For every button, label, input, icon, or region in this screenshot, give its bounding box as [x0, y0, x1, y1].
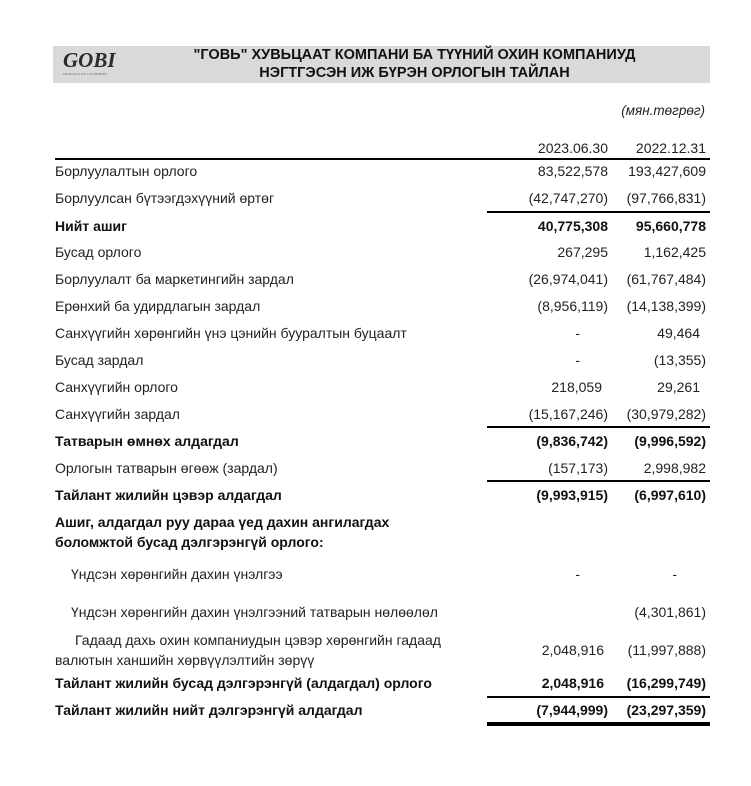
- row-other-comprehensive: [55, 673, 710, 693]
- row-selling-marketing: [55, 269, 710, 289]
- row-label: Нийт ашиг: [55, 218, 127, 234]
- value-2023: -: [575, 352, 580, 368]
- value-2023: 2,048,916: [541, 675, 604, 691]
- subtotal-rule: [487, 211, 710, 213]
- row-label: Ерөнхий ба удирдлагын зардал: [55, 298, 261, 314]
- row-label: Санхүүгийн хөрөнгийн үнэ цэнийн бууралтын буцаалт: [55, 325, 407, 341]
- row-label: Тайлант жилийн бусад дэлгэрэнгүй (алдагдал) орлого: [55, 675, 432, 691]
- value-2022: (23,297,359): [626, 702, 706, 718]
- row-label: Үндсэн хөрөнгийн дахин үнэлгээ: [71, 566, 283, 582]
- subtotal-rule: [487, 480, 710, 482]
- value-2023: 40,775,308: [537, 218, 608, 234]
- row-impairment-reversal: [55, 323, 710, 343]
- row-label: Татварын өмнөх алдагдал: [55, 433, 239, 449]
- value-2022: -: [672, 566, 677, 582]
- value-2022: (9,996,592): [634, 433, 706, 449]
- row-label-line-2: валютын ханшийн хөрвүүлэлтийн зөрүү: [55, 652, 315, 668]
- row-label: Борлуулсан бүтээгдэхүүний өртөг: [55, 190, 275, 206]
- row-label-line-2: боломжтой бусад дэлгэрэнгүй орлого:: [55, 534, 324, 550]
- row-label: Санхүүгийн зардал: [55, 406, 180, 422]
- column-header-2023: 2023.06.30: [537, 140, 608, 156]
- value-2023: (9,993,915): [536, 487, 608, 503]
- row-label: [55, 630, 441, 670]
- value-2023: (9,836,742): [536, 433, 608, 449]
- value-2022: 1,162,425: [643, 244, 706, 260]
- subtotal-rule: [487, 696, 710, 698]
- value-2023: 83,522,578: [537, 163, 608, 179]
- row-label: Борлуулалт ба маркетингийн зардал: [55, 271, 294, 287]
- row-revaluation: [55, 564, 710, 584]
- value-2022: (16,299,749): [626, 675, 706, 691]
- value-2023: -: [575, 325, 580, 341]
- row-label: Тайлант жилийн нийт дэлгэрэнгүй алдагдал: [55, 702, 363, 718]
- value-2022: (11,997,888): [627, 642, 706, 658]
- value-2023: 2,048,916: [541, 642, 604, 658]
- currency-unit: (мян.төгрөг): [621, 103, 705, 118]
- value-2022: 95,660,778: [635, 218, 706, 234]
- logo-subtitle: MONGOLIAN CASHMERE: [63, 72, 108, 76]
- value-2022: 193,427,609: [628, 163, 706, 179]
- value-2023: 267,295: [557, 244, 608, 260]
- row-label: Борлуулалтын орлого: [55, 163, 198, 179]
- value-2022: (97,766,831): [626, 190, 706, 206]
- row-revaluation-tax-effect: [55, 602, 710, 622]
- value-2023: 218,059: [551, 379, 602, 395]
- value-2022: 49,464: [657, 325, 700, 341]
- row-net-loss: [55, 485, 710, 505]
- row-label-line-1: Ашиг, алдагдал руу дараа үед дахин ангилагдах: [55, 514, 390, 530]
- row-gross-profit: [55, 216, 710, 236]
- value-2022: 2,998,982: [643, 460, 706, 476]
- row-income-tax: [55, 458, 710, 478]
- row-general-admin: [55, 296, 710, 316]
- value-2022: 29,261: [657, 379, 700, 395]
- row-label: Бусад орлого: [55, 244, 142, 260]
- value-2022: (6,997,610): [634, 487, 706, 503]
- report-title: [53, 47, 710, 82]
- title-line-1: "ГОВЬ" ХУВЬЦААТ КОМПАНИ БА ТҮҮНИЙ ОХИН КОМПАНИУД: [193, 47, 636, 63]
- row-label: Тайлант жилийн цэвэр алдагдал: [55, 487, 282, 503]
- row-loss-before-tax: [55, 431, 710, 451]
- subtotal-rule: [487, 426, 710, 428]
- value-2023: (8,956,119): [537, 298, 608, 314]
- value-2023: (7,944,999): [536, 702, 608, 718]
- row-total-comprehensive-loss: [55, 700, 710, 720]
- value-2023: -: [575, 566, 580, 582]
- report-header: [53, 46, 710, 83]
- value-2023: (42,747,270): [528, 190, 608, 206]
- value-2023: (26,974,041): [528, 271, 608, 287]
- row-finance-income: [55, 377, 710, 397]
- total-double-rule: [487, 722, 710, 726]
- value-2022: (13,355): [653, 352, 706, 368]
- row-finance-cost: [55, 404, 710, 424]
- row-cost-of-sales: [55, 188, 710, 208]
- value-2023: (15,167,246): [528, 406, 608, 422]
- row-label: Үндсэн хөрөнгийн дахин үнэлгээний татварын нөлөөлөл: [71, 604, 438, 620]
- row-revenue: [55, 161, 710, 181]
- value-2022: (30,979,282): [626, 406, 706, 422]
- value-2022: (4,301,861): [634, 604, 706, 620]
- row-other-income: [55, 242, 710, 262]
- row-oci-section-heading: [55, 512, 710, 552]
- header-rule: [55, 158, 710, 160]
- logo-text: GOBI: [63, 48, 116, 72]
- column-header-2022: 2022.12.31: [635, 140, 706, 156]
- row-label: Орлогын татварын өгөөж (зардал): [55, 460, 278, 476]
- row-fx-translation: [55, 630, 710, 670]
- row-other-expense: [55, 350, 710, 370]
- value-2022: (61,767,484): [626, 271, 706, 287]
- row-label: Бусад зардал: [55, 352, 144, 368]
- value-2022: (14,138,399): [626, 298, 706, 314]
- row-label: Санхүүгийн орлого: [55, 379, 178, 395]
- title-line-2: НЭГТГЭСЭН ИЖ БҮРЭН ОРЛОГЫН ТАЙЛАН: [259, 64, 570, 81]
- row-label-line-1: Гадаад дахь охин компаниудын цэвэр хөрөнгийн гадаад: [75, 632, 441, 648]
- row-label: [55, 512, 389, 552]
- value-2023: (157,173): [548, 460, 608, 476]
